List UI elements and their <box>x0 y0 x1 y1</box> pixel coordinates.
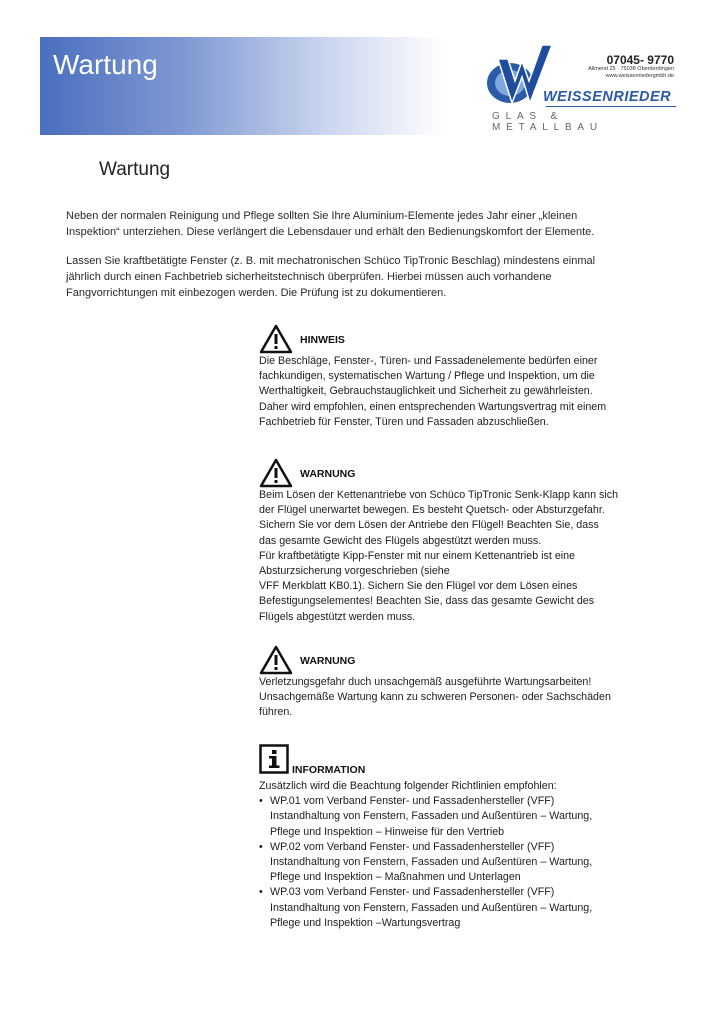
guideline-title: Instandhaltung von Fenstern, Fassaden und Außentüren – Wartung, <box>270 856 593 869</box>
notice-warnung-1 <box>259 458 619 625</box>
notice-body <box>259 488 619 625</box>
notice-text: Verletzungsgefahr duch unsachgemäß ausgeführte Wartungsarbeiten! <box>259 676 592 688</box>
list-item <box>259 840 619 886</box>
warning-triangle-icon <box>259 645 293 675</box>
address-line-1: Allmend 25 · 75038 Oberderdingen <box>588 66 674 72</box>
intro-paragraph-1 <box>66 208 626 240</box>
list-item <box>259 885 619 931</box>
notice-text: Beim Lösen der Kettenantriebe von Schüco TipTronic Senk-Klapp kann sich der Flügel unerwartet bewegen. Es besteht Quetsch- oder Absturzgefahr. Sichern Sie vor dem Lösen der Antriebe den Flügel! Beachten Sie, dass das gesamte Gewicht des Flügels abgestützt werden muss. <box>259 489 619 547</box>
banner-title: Wartung <box>53 49 158 80</box>
company-address <box>588 66 674 80</box>
notice-information <box>259 744 619 931</box>
company-logo <box>480 37 680 133</box>
intro-text-2: Lassen Sie kraftbetätigte Fenster (z. B. mit mechatronischen Schüco TipTronic Beschlag) mindestens einmal jährlich durch einen Fachbetrieb sicherheitstechnisch überprüfen. Hierbei müssen auch vorhandene Fangvorrichtungen mit einbezogen werden. Die Prüfung ist zu dokumentieren. <box>66 255 596 299</box>
phone-number: 07045- 9770 <box>606 53 674 67</box>
warning-triangle-icon <box>259 324 293 354</box>
brand-underline <box>546 106 676 107</box>
guideline-sub: Pflege und Inspektion –Wartungsvertrag <box>270 916 461 929</box>
brand-tagline: GLAS & METALLBAU <box>492 111 603 133</box>
notice-label: HINWEIS <box>300 334 345 346</box>
warning-triangle-icon <box>259 458 293 488</box>
notice-text: Die Beschläge, Fenster-, Türen- und Fassadenelemente bedürfen einer fachkundigen, systematischen Wartung / Pflege und Inspektion, um die Werthaltigkeit, Gebrauchstauglichkeit und Sicherheit zu gewährleisten. Daher wird empfohlen, einen entsprechenden Wartungsvertrag mit einem Fachbetrieb für Fenster, Türen und Fassaden abzuschließen. <box>259 355 607 428</box>
notice-text: VFF Merkblatt KB0.1). Sichern Sie den Flügel vor dem Lösen eines Befestigungselementes! Beachten Sie, dass das gesamte Gewicht des Flügels abgestützt werden muss. <box>259 580 595 623</box>
page-title: Wartung <box>99 159 171 180</box>
header-banner <box>40 37 445 135</box>
notice-body <box>259 779 619 931</box>
notice-label: WARNUNG <box>300 468 356 480</box>
notice-hinweis <box>259 324 619 430</box>
notice-text: Unsachgemäße Wartung kann zu schweren Personen- oder Sachschäden führen. <box>259 691 611 719</box>
notice-label: WARNUNG <box>300 655 356 667</box>
notice-body <box>259 354 619 430</box>
guideline-sub: Pflege und Inspektion – Maßnahmen und Unterlagen <box>270 871 521 884</box>
information-icon <box>259 744 289 774</box>
guideline-title: Instandhaltung von Fenstern, Fassaden und Außentüren – Wartung, <box>270 810 593 823</box>
notice-label: INFORMATION <box>292 764 366 776</box>
guideline-sub: Pflege und Inspektion – Hinweise für den Vertrieb <box>270 825 505 838</box>
guideline-title: Instandhaltung von Fenstern, Fassaden und Außentüren – Wartung, <box>270 901 593 914</box>
notice-text: Für kraftbetätigte Kipp-Fenster mit nur einem Kettenantrieb ist eine Absturzsicherung vorgeschrieben (siehe <box>259 549 576 578</box>
intro-paragraph-2 <box>66 253 626 301</box>
notice-header <box>259 645 619 671</box>
list-item <box>259 794 619 840</box>
notice-header <box>259 744 619 775</box>
guideline-ref: • WP.03 vom Verband Fenster- und Fassadenhersteller (VFF) <box>270 886 555 899</box>
notice-warnung-2 <box>259 645 619 721</box>
notice-header <box>259 324 619 350</box>
notice-body <box>259 675 619 721</box>
information-intro: Zusätzlich wird die Beachtung folgender Richtlinien empfohlen: <box>259 780 557 792</box>
brand-name: WEISSENRIEDER <box>543 89 672 105</box>
address-line-2: www.weissenriedergmbh.de <box>605 73 674 79</box>
notice-header <box>259 458 619 484</box>
guideline-ref: • WP.02 vom Verband Fenster- und Fassadenhersteller (VFF) <box>270 840 555 853</box>
guideline-ref: • WP.01 vom Verband Fenster- und Fassadenhersteller (VFF) <box>270 795 555 808</box>
intro-text-1: Neben der normalen Reinigung und Pflege sollten Sie Ihre Aluminium-Elemente jedes Jahr einer „kleinen Inspektion“ unterziehen. Diese verlängert die Lebensdauer und erhält den Bedienungskomfort der Elemente. <box>66 210 595 238</box>
guideline-list <box>259 794 619 931</box>
